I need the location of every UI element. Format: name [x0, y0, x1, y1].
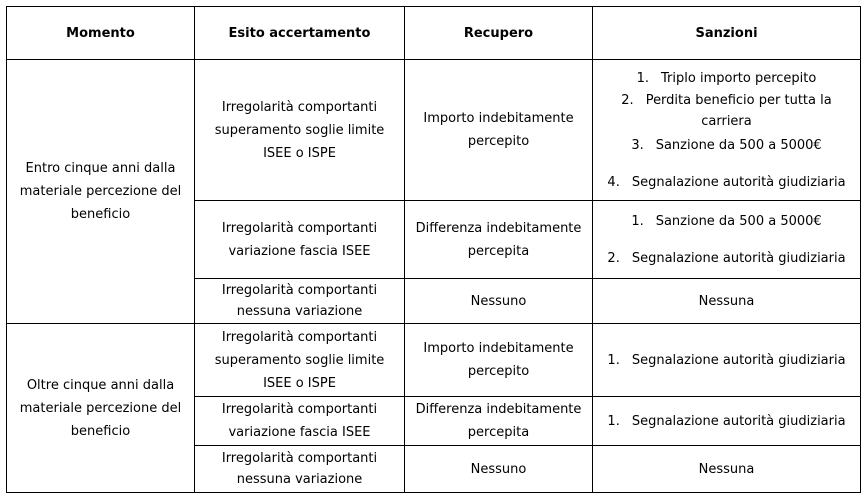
header-recupero: Recupero	[405, 7, 593, 60]
list-number: 1.	[636, 70, 650, 86]
sanzioni-cell	[593, 397, 861, 446]
sanzioni-cell	[593, 201, 861, 279]
list-item	[597, 247, 856, 270]
sanzioni-cell	[593, 60, 861, 201]
list-number: 1.	[607, 352, 620, 368]
recupero-cell: Importo indebitamente percepito	[405, 60, 593, 201]
sanzioni-list	[597, 67, 856, 194]
recupero-cell: Importo indebitamente percepito	[405, 324, 593, 397]
list-item	[597, 210, 856, 233]
sanzioni-list	[597, 210, 856, 270]
header-row	[7, 7, 861, 60]
moment-cell: Entro cinque anni dalla materiale percezione del beneficio	[7, 60, 195, 324]
esito-cell: Irregolarità comportanti variazione fascia ISEE	[195, 201, 405, 279]
table-row	[7, 60, 861, 201]
esito-cell: Irregolarità comportanti superamento soglie limite ISEE o ISPE	[195, 324, 405, 397]
list-number: 3.	[631, 137, 644, 153]
sanzione-text: Segnalazione autorità giudiziaria	[631, 174, 846, 190]
header-esito: Esito accertamento	[195, 7, 405, 60]
list-number: 1.	[607, 413, 620, 429]
sanzioni-cell: Nessuna	[593, 446, 861, 493]
list-item	[597, 171, 856, 194]
sanzione-text: Triplo importo percepito	[661, 70, 817, 86]
table-row	[7, 324, 861, 397]
sanzione-text: Segnalazione autorità giudiziaria	[631, 413, 846, 429]
list-item	[597, 349, 856, 372]
list-number: 2.	[607, 250, 620, 266]
list-number: 2.	[621, 92, 634, 108]
recupero-cell: Differenza indebitamente percepita	[405, 201, 593, 279]
list-item	[597, 410, 856, 433]
sanctions-table	[6, 6, 861, 493]
sanzione-text: Segnalazione autorità giudiziaria	[631, 250, 846, 266]
sanzione-text: Sanzione da 500 a 5000€	[655, 213, 822, 229]
header-sanzioni: Sanzioni	[593, 7, 861, 60]
moment-cell: Oltre cinque anni dalla materiale percezione del beneficio	[7, 324, 195, 493]
recupero-cell: Differenza indebitamente percepita	[405, 397, 593, 446]
sanzione-text: Segnalazione autorità giudiziaria	[631, 352, 846, 368]
list-item	[597, 67, 856, 90]
esito-cell: Irregolarità comportanti nessuna variazione	[195, 279, 405, 324]
sanzione-text: Perdita beneficio per tutta la carriera	[645, 92, 832, 129]
list-item	[597, 90, 856, 132]
recupero-cell: Nessuno	[405, 279, 593, 324]
recupero-cell: Nessuno	[405, 446, 593, 493]
list-item	[597, 134, 856, 157]
sanzioni-cell	[593, 324, 861, 397]
sanzioni-list	[597, 349, 856, 372]
esito-cell: Irregolarità comportanti variazione fascia ISEE	[195, 397, 405, 446]
sanzioni-cell: Nessuna	[593, 279, 861, 324]
sanctions-table-container	[6, 6, 861, 493]
list-number: 4.	[607, 174, 620, 190]
list-number: 1.	[631, 213, 644, 229]
esito-cell: Irregolarità comportanti nessuna variazione	[195, 446, 405, 493]
header-momento: Momento	[7, 7, 195, 60]
sanzioni-list	[597, 410, 856, 433]
sanzione-text: Sanzione da 500 a 5000€	[655, 137, 822, 153]
esito-cell: Irregolarità comportanti superamento soglie limite ISEE o ISPE	[195, 60, 405, 201]
